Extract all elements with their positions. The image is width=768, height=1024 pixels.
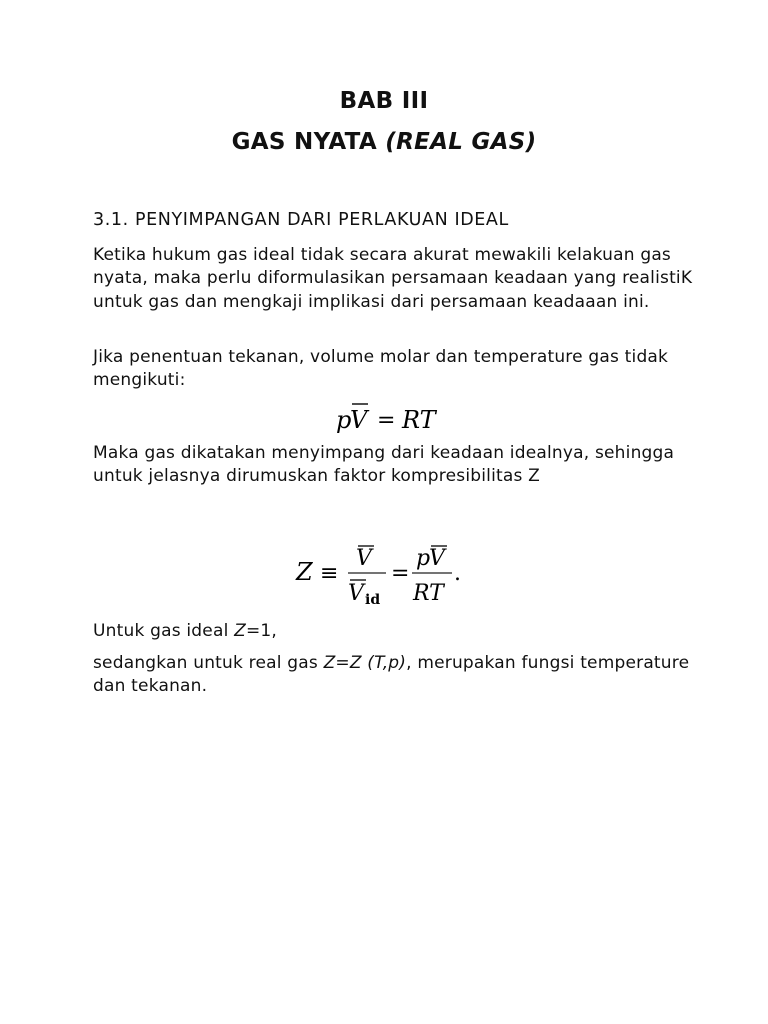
- paragraph-real-z: [93, 652, 693, 699]
- paragraph-intro: Ketika hukum gas ideal tidak secara akurat mewakili kelakuan gas nyata, maka perlu diformulasikan persamaan keadaan yang realistiK untuk gas dan mengkaji implikasi dari persamaan keadaaan ini.: [93, 245, 693, 312]
- paragraph-deviation: Maka gas dikatakan menyimpang dari keadaan idealnya, sehingga untuk jelasnya dirumuskan faktor kompresibilitas Z: [93, 443, 675, 487]
- eq2-num-p: p: [416, 546, 431, 571]
- p5-suffix: , merupakan fungsi temperature dan tekanan.: [93, 653, 690, 697]
- eq1-RT: RT: [402, 406, 436, 434]
- eq2-Z: Z: [296, 558, 313, 586]
- eq2-equals: =: [391, 561, 410, 586]
- ideal-gas-equation: [332, 398, 442, 434]
- eq2-den-RT: RT: [413, 581, 444, 606]
- eq2-num-V: V: [429, 546, 445, 571]
- p5-function: Z=Z (T,p): [323, 653, 407, 673]
- paragraph-condition: Jika penentuan tekanan, volume molar dan temperature gas tidak mengikuti:: [93, 347, 669, 391]
- paragraph-ideal-z: [93, 620, 693, 643]
- title-main: GAS NYATA: [231, 129, 386, 155]
- title-parenthetical: (REAL GAS): [385, 129, 537, 155]
- eq1-p: p: [336, 406, 352, 434]
- eq2-denominator-V: V: [348, 581, 364, 606]
- p4-suffix: =1,: [245, 621, 278, 641]
- compressibility-factor-equation: [292, 538, 472, 608]
- eq2-equiv: ≡: [320, 561, 339, 586]
- eq1-equals: =: [377, 408, 396, 433]
- page-title: [0, 129, 768, 155]
- eq2-period: .: [454, 561, 461, 586]
- p4-prefix: Untuk gas ideal: [93, 621, 235, 641]
- eq2-subscript: id: [365, 592, 381, 608]
- p5-prefix: sedangkan untuk real gas: [93, 653, 324, 673]
- chapter-title: BAB III: [339, 88, 429, 114]
- p4-variable: Z: [234, 621, 246, 641]
- eq2-numerator-V: V: [356, 546, 372, 571]
- eq1-V: V: [350, 406, 368, 434]
- section-heading: 3.1. PENYIMPANGAN DARI PERLAKUAN IDEAL: [93, 210, 509, 230]
